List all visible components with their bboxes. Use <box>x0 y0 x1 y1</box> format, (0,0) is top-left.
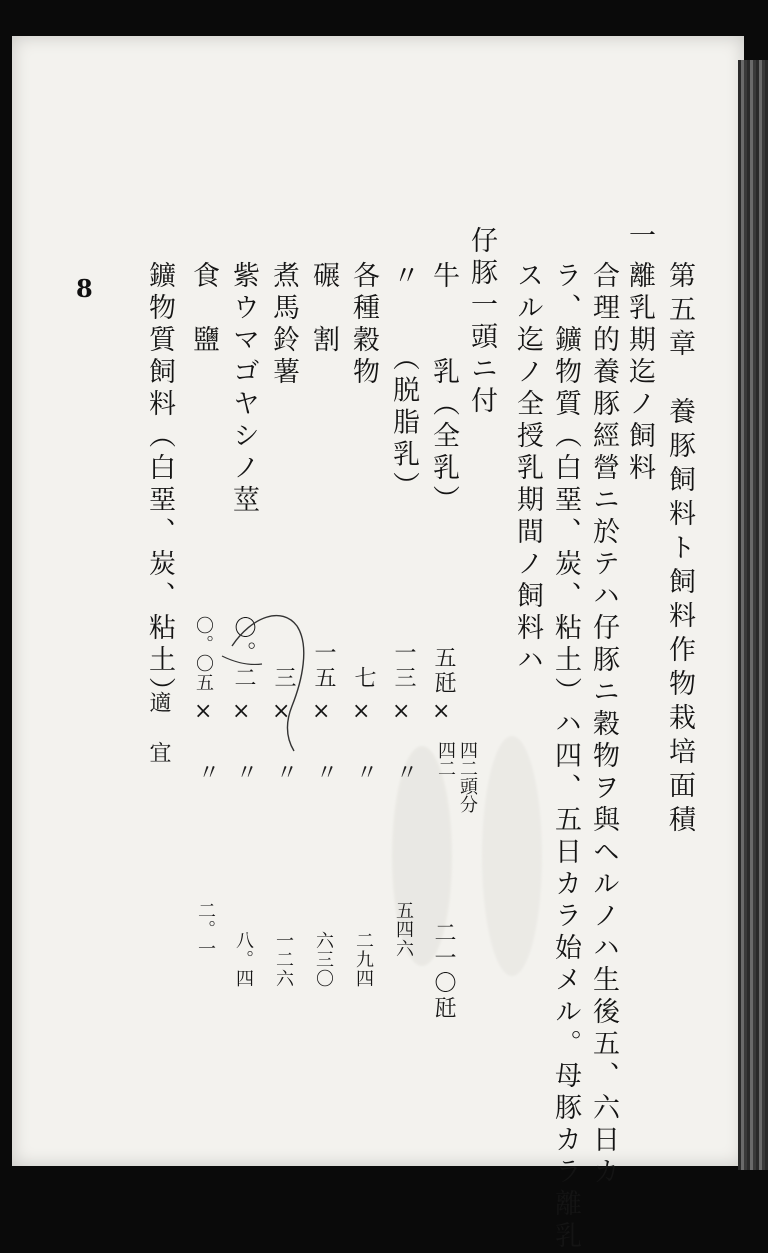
feed-result: 二一〇瓩 <box>431 921 456 1021</box>
ditto-mark: 〃 <box>356 761 379 786</box>
section-title: 離乳期迄ノ飼料 <box>624 261 655 485</box>
feed-item-name: 碾 割 <box>308 261 339 357</box>
times-symbol: × <box>194 699 213 724</box>
feed-result: 六三〇 <box>313 931 334 988</box>
multiplier-value: 四二 <box>435 741 456 777</box>
feed-amount: 五瓩 <box>431 646 456 696</box>
feed-item-name: 鑛物質飼料（白堊、炭、粘土） <box>144 261 175 709</box>
times-symbol: × <box>232 699 251 724</box>
feed-item-name: 各種穀物 <box>348 261 379 389</box>
feed-amount: 〇。〇五 <box>193 616 214 692</box>
ditto-mark: 〃 <box>396 761 419 786</box>
feed-result: 二九四 <box>353 931 374 988</box>
book-spine <box>738 60 768 1170</box>
section-marker: 一 <box>624 221 655 253</box>
feed-item-name: 〃 （脱脂乳） <box>388 261 419 504</box>
page-number: 8 <box>76 274 93 303</box>
pencil-mark <box>212 586 322 756</box>
ditto-mark: 〃 <box>236 761 259 786</box>
book-page <box>12 36 744 1253</box>
feed-item-name: 紫ウマゴヤシノ莖 <box>228 261 259 517</box>
feed-amount: 三 <box>271 666 296 691</box>
feed-result: 五四六 <box>393 901 414 958</box>
feed-amount: 適 宜 <box>146 691 171 766</box>
feed-item-name: 煮馬鈴薯 <box>268 261 299 389</box>
paragraph-line: ラ、鑛物質（白堊、炭、粘土）ハ四、五日カラ始メル。母豚カラ離乳 <box>550 261 581 1253</box>
feed-result: 八。四 <box>233 931 254 988</box>
feed-result: 一二六 <box>273 931 294 988</box>
feed-amount: 一三 <box>391 641 416 691</box>
ditto-mark: 〃 <box>316 761 339 786</box>
paragraph-line: スル迄ノ全授乳期間ノ飼料ハ <box>512 261 543 677</box>
feed-amount: 一五 <box>311 641 336 691</box>
times-symbol: × <box>272 699 291 724</box>
feed-item-name: 牛 乳（全乳） <box>428 261 459 517</box>
multiplier-header: 四二頭分 <box>457 741 478 813</box>
feed-amount: 七 <box>351 666 376 691</box>
times-symbol: × <box>392 699 411 724</box>
page-smudge <box>482 736 542 976</box>
times-symbol: × <box>352 699 371 724</box>
feed-amount: 〇。二 <box>231 616 256 691</box>
feed-item-name: 食 鹽 <box>188 261 219 357</box>
ditto-mark: 〃 <box>276 761 299 786</box>
paragraph-line: 合理的養豚經營ニ於テハ仔豚ニ穀物ヲ與ヘルノハ生後五、六日カ <box>588 261 619 1189</box>
table-caption: 仔豚一頭ニ付 <box>466 226 497 418</box>
ditto-mark: 〃 <box>198 761 221 786</box>
chapter-heading: 第五章 養豚飼料ト飼料作物栽培面積 <box>664 261 695 839</box>
times-symbol: × <box>312 699 331 724</box>
times-symbol: × <box>432 699 451 724</box>
feed-result: 二。一 <box>195 901 216 958</box>
